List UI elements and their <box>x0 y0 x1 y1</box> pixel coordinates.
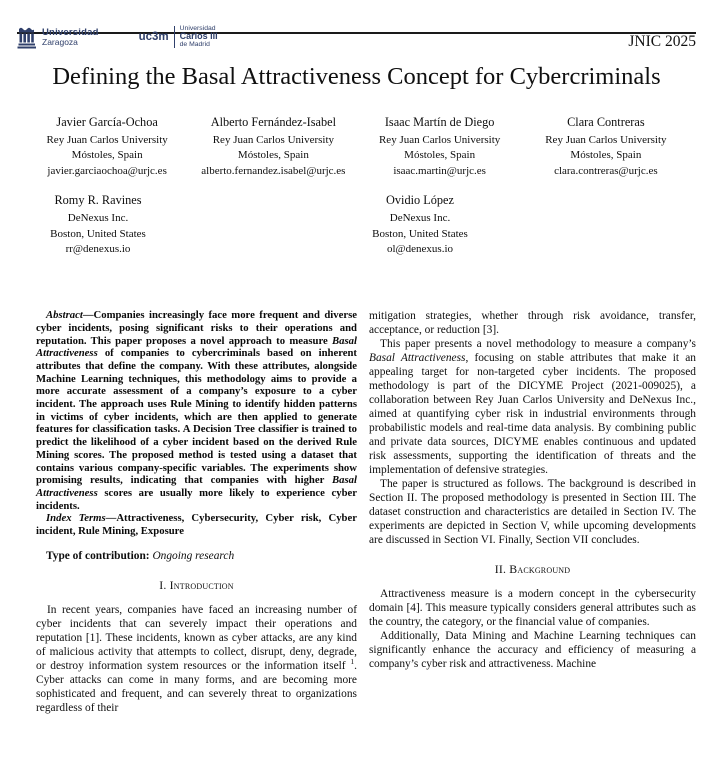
left-column <box>36 309 357 715</box>
abstract-text-2: of companies to cybercriminals based on inherent attributes that define the company. With these attributes, alongside Machine Learning techniques, this methodology aims to provide a more accurate assessment of a company’s exposure to a cyber incident. The approach uses Rule Mining to identify hidden patterns in victims of cyber incidents, which are then applied to generate features for classification tasks. A Decision Tree classifier is trained to predict the likelihood of a cyber incident based on the derived Rule Mining scores. The proposed method is tested using a dataset that contains various company-specific variables. The experiments show promising results, indicating that companies with higher <box>36 347 357 487</box>
author-email: clara.contreras@urjc.es <box>554 164 658 177</box>
intro-text-b: . Cyber attacks can come in many forms, and are becoming more sophisticated and frequent, and can severely threat to organizations regardless of their <box>36 659 357 714</box>
authors-row-1 <box>0 115 713 180</box>
uc3m-abbr: uc3m <box>138 30 169 43</box>
methodology-text-a: This paper presents a novel methodology to measure a company’s <box>380 338 696 351</box>
abstract-label: Abstract <box>46 309 83 322</box>
background-paragraph-2: Additionally, Data Mining and Machine Learning techniques can significantly enhance the accuracy and efficiency of measuring a company’s cyber risk and attractiveness. Machine <box>369 630 696 671</box>
abstract-text-1: —Companies increasingly face more frequent and diverse cyber incidents, posing significant risks to their operations and reputation. This paper proposes a novel approach to measure <box>36 309 357 347</box>
author-block <box>523 115 689 180</box>
author-location: Móstoles, Spain <box>237 149 309 162</box>
author-block <box>14 193 182 258</box>
header-rule <box>17 32 696 34</box>
author-name: Javier García-Ochoa <box>56 114 158 129</box>
methodology-italic: Basal Attractiveness <box>369 352 466 365</box>
uc3m-logo-line1: Universidad <box>179 25 216 32</box>
abstract-paragraph <box>36 309 357 512</box>
uc3m-logo-text <box>180 25 218 48</box>
contribution-label: Type of contribution: <box>46 549 150 562</box>
continuation-paragraph: mitigation strategies, whether through risk avoidance, transfer, acceptance, or reduction [3]. <box>369 310 696 337</box>
page-header <box>0 0 713 50</box>
structure-paragraph: The paper is structured as follows. The background is described in Section II. The proposed methodology is presented in Section III. The dataset construction and characteristics are detailed in Section IV. The experiments are depicted in Section V, while upcoming developments are discussed in Section VI. Finally, Section VII concludes. <box>369 478 696 547</box>
unizar-logo-text <box>42 28 99 47</box>
author-affiliation: Rey Juan Carlos University <box>545 133 667 146</box>
index-terms-label: Index Terms <box>46 512 106 525</box>
author-location: Móstoles, Spain <box>570 149 642 162</box>
author-location: Móstoles, Spain <box>71 149 143 162</box>
section-heading-introduction: I. Introduction <box>159 577 234 592</box>
author-affiliation: Rey Juan Carlos University <box>378 133 501 146</box>
author-name: Isaac Martín de Diego <box>384 114 495 129</box>
author-email: rr@denexus.io <box>65 243 131 256</box>
author-name: Romy R. Ravines <box>54 193 142 208</box>
author-email: ol@denexus.io <box>386 243 454 256</box>
uc3m-logo-line2: Carlos III <box>179 31 218 42</box>
background-paragraph-1: Attractiveness measure is a modern concept in the cybersecurity domain [4]. This measure typically considers general attributes such as the country, the category, or the financial value of companies. <box>369 588 696 629</box>
uc3m-logo-divider <box>174 26 175 48</box>
index-terms-text: —Attractiveness, Cybersecurity, Cyber risk, Cyber incident, Rule Mining, Exposure <box>36 512 357 538</box>
unizar-logo-line1: Universidad <box>42 26 99 38</box>
contribution-value: Ongoing research <box>152 549 235 562</box>
paper-title: Defining the Basal Attractiveness Concept for Cybercriminals <box>52 62 661 90</box>
author-affiliation: Rey Juan Carlos University <box>212 133 335 146</box>
abstract-italic-1: Basal Attractiveness <box>36 334 357 360</box>
unizar-logo-line2: Zaragoza <box>42 36 78 47</box>
authors-row-2 <box>0 193 713 278</box>
right-column <box>369 309 696 715</box>
intro-paragraph <box>36 603 357 715</box>
author-name: Alberto Fernández-Isabel <box>210 114 337 129</box>
author-location: Boston, United States <box>50 227 146 240</box>
author-location: Boston, United States <box>372 227 468 240</box>
author-block <box>24 115 190 180</box>
unizar-logo <box>17 25 99 49</box>
section-heading-background: II. Background <box>494 562 571 577</box>
contribution-line <box>36 549 357 563</box>
author-location: Móstoles, Spain <box>404 149 476 162</box>
author-email: alberto.fernandez.isabel@urjc.es <box>201 164 346 177</box>
footnote-marker: 1 <box>350 656 355 666</box>
methodology-text-b: , focusing on stable attributes that make it an appealing target for non-targeted cyber incidents. The proposed methodology is part of the DICYME Project (2021-009025), a collaboration between Rey Juan Carlos University and DeNexus Inc., aimed at quantifying cyber risk in industrial environments through probabilistic models and real-time data analysis. By combining public and private data sources, DICYME enables continuous and updated risk assessments, supporting the identification of threats and the implementation of defensive strategies. <box>369 352 696 477</box>
author-block <box>190 115 356 180</box>
abstract-italic-2: Basal Attractiveness <box>36 474 357 499</box>
unizar-building-icon <box>17 25 37 49</box>
uc3m-logo-line3: de Madrid <box>179 41 210 49</box>
methodology-paragraph <box>369 337 696 477</box>
uc3m-logo <box>139 25 218 48</box>
author-block <box>357 115 523 180</box>
paper-body <box>0 309 713 715</box>
author-name: Ovidio López <box>386 193 454 208</box>
author-affiliation: Rey Juan Carlos University <box>46 133 168 146</box>
conference-label: JNIC 2025 <box>628 33 696 50</box>
abstract-text-3: scores are usually more likely to experience cyber incidents. <box>36 486 357 512</box>
author-block <box>328 193 512 258</box>
intro-text-a: In recent years, companies have faced an increasing number of cyber incidents that can severely impact their operations and reputation [1]. These incidents, known as cyber attacks, are any kind of malicious activity that attempts to collect, disrupt, deny, degrade, or destroy information system resources or the information itself <box>36 603 357 672</box>
index-terms-paragraph <box>36 512 357 537</box>
author-email: isaac.martin@urjc.es <box>393 164 486 177</box>
author-email: javier.garciaochoa@urjc.es <box>47 164 167 177</box>
author-affiliation: DeNexus Inc. <box>389 212 451 225</box>
author-name: Clara Contreras <box>567 114 645 129</box>
author-affiliation: DeNexus Inc. <box>67 212 129 225</box>
